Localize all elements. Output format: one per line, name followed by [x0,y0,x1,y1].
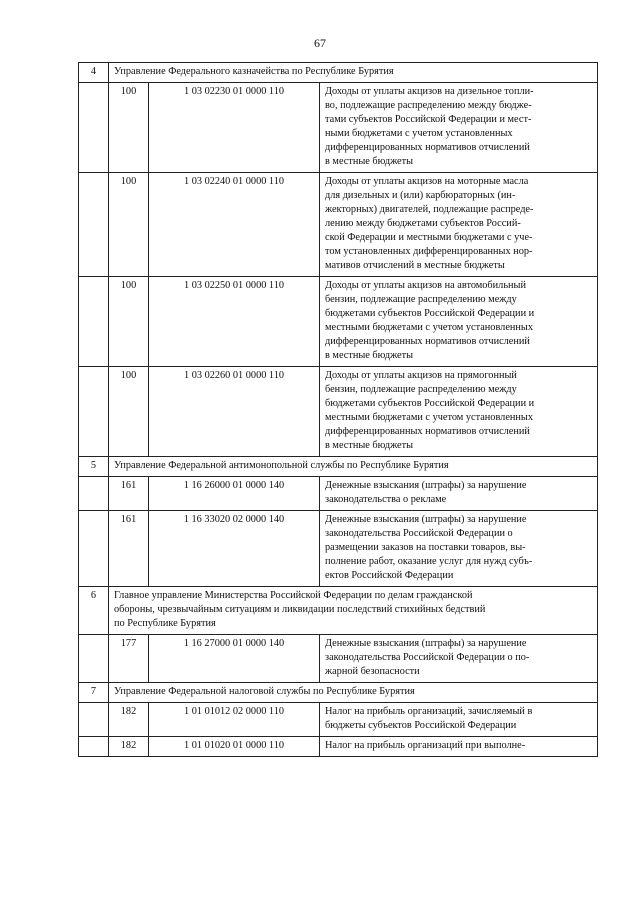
revenue-classification-code: 1 03 02250 01 0000 110 [149,277,320,367]
group-number: 4 [79,63,109,83]
table-row [79,635,598,683]
revenue-description: Доходы от уплаты акцизов на дизельное топли- во, подлежащие распределению между бюдже- тами субъектов Российской Федерации и мест- ными бюджетами с учетом установленных дифференцированных нормативов отчислений в местные бюджеты [320,83,598,173]
table-row [79,83,598,173]
revenue-classification-code: 1 03 02260 01 0000 110 [149,367,320,457]
empty-number-cell [79,83,109,173]
group-title: Управление Федеральной антимонопольной службы по Республике Бурятия [109,457,598,477]
page-number: 67 [314,36,326,50]
empty-number-cell [79,173,109,277]
table-row [79,277,598,367]
table-body [79,63,598,757]
administrator-code: 100 [109,173,149,277]
empty-number-cell [79,477,109,511]
revenue-description: Денежные взыскания (штрафы) за нарушение законодательства Российской Федерации о по- жарной безопасности [320,635,598,683]
administrator-code: 161 [109,477,149,511]
revenue-classification-code: 1 01 01012 02 0000 110 [149,703,320,737]
group-title: Управление Федеральной налоговой службы по Республике Бурятия [109,683,598,703]
table-row [79,703,598,737]
group-number: 5 [79,457,109,477]
revenue-classification-code: 1 16 26000 01 0000 140 [149,477,320,511]
group-header-row [79,587,598,635]
administrator-code: 100 [109,277,149,367]
administrator-code: 177 [109,635,149,683]
revenue-description: Денежные взыскания (штрафы) за нарушение законодательства Российской Федерации о размещении заказов на поставки товаров, вы- полнение работ, оказание услуг для нужд субъ- ектов Российской Федерации [320,511,598,587]
revenue-description: Налог на прибыль организаций, зачисляемый в бюджеты субъектов Российской Федерации [320,703,598,737]
empty-number-cell [79,737,109,757]
group-header-row [79,63,598,83]
revenue-classification-code: 1 01 01020 01 0000 110 [149,737,320,757]
revenue-description: Денежные взыскания (штрафы) за нарушение законодательства о рекламе [320,477,598,511]
group-title: Главное управление Министерства Российской Федерации по делам гражданской обороны, чрезвычайным ситуациям и ликвидации последствий стихийных бедствий по Республике Бурятия [109,587,598,635]
revenue-description: Доходы от уплаты акцизов на прямогонный бензин, подлежащие распределению между бюджетами субъектов Российской Федерации и местными бюджетами с учетом установленных дифференцированных нормативов отчислений в местные бюджеты [320,367,598,457]
revenue-classification-code: 1 16 27000 01 0000 140 [149,635,320,683]
revenue-description: Доходы от уплаты акцизов на моторные масла для дизельных и (или) карбюраторных (ин- жекторных) двигателей, подлежащие распреде- лению между бюджетами субъектов Россий- ской Федерации и местными бюджетами с уче- том установленных дифференцированных нор- мативов отчислений в местные бюджеты [320,173,598,277]
administrator-code: 182 [109,737,149,757]
administrator-code: 100 [109,367,149,457]
table-row [79,173,598,277]
revenue-description: Налог на прибыль организаций при выполне- [320,737,598,757]
group-title: Управление Федерального казначейства по Республике Бурятия [109,63,598,83]
empty-number-cell [79,367,109,457]
table-row [79,477,598,511]
revenue-classification-code: 1 03 02240 01 0000 110 [149,173,320,277]
empty-number-cell [79,511,109,587]
administrator-code: 161 [109,511,149,587]
table-row [79,511,598,587]
budget-revenue-table [78,62,598,757]
table-row [79,737,598,757]
table-row [79,367,598,457]
group-number: 6 [79,587,109,635]
empty-number-cell [79,635,109,683]
revenue-classification-code: 1 03 02230 01 0000 110 [149,83,320,173]
empty-number-cell [79,703,109,737]
administrator-code: 182 [109,703,149,737]
group-header-row [79,683,598,703]
revenue-classification-code: 1 16 33020 02 0000 140 [149,511,320,587]
revenue-description: Доходы от уплаты акцизов на автомобильный бензин, подлежащие распределению между бюджетами субъектов Российской Федерации и местными бюджетами с учетом установленных дифференцированных нормативов отчислений в местные бюджеты [320,277,598,367]
group-number: 7 [79,683,109,703]
empty-number-cell [79,277,109,367]
administrator-code: 100 [109,83,149,173]
group-header-row [79,457,598,477]
